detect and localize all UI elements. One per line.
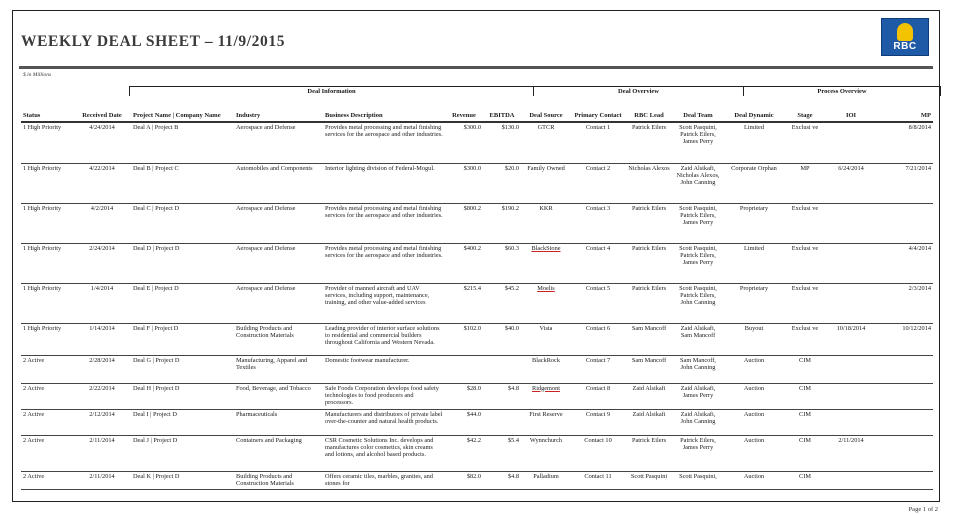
table-row — [21, 323, 933, 355]
cell-ebitda: $4.8 — [483, 383, 521, 409]
col-received: Received Date — [73, 101, 131, 122]
cell-description: Provider of manned aircraft and UAV services, including support, maintenance, training, and other value-added services — [323, 283, 445, 323]
cell-status: 1 High Priority — [21, 243, 73, 283]
cell-ioi — [825, 283, 877, 323]
col-status: Status — [21, 101, 73, 122]
cell-revenue: $28.0 — [445, 383, 483, 409]
cell-project: Deal C | Project D — [131, 203, 234, 243]
table-row — [21, 435, 933, 471]
cell-revenue: $300.0 — [445, 122, 483, 163]
cell-revenue: $800.2 — [445, 203, 483, 243]
cell-source: Family Owned — [521, 163, 571, 203]
cell-stage: CIM — [785, 383, 825, 409]
cell-description: CSR Cosmetic Solutions Inc. develops and manufactures color cosmetics, skin creams and lotions, and alcohol based products. — [323, 435, 445, 471]
units-note: $ in Millions — [23, 72, 52, 78]
cell-revenue: $102.0 — [445, 323, 483, 355]
cell-project: Deal E | Project D — [131, 283, 234, 323]
cell-revenue — [445, 355, 483, 383]
cell-description: Manufacturers and distributors of private label over-the-counter and natural health products. — [323, 409, 445, 435]
cell-received: 2/24/2014 — [73, 243, 131, 283]
deals-table-body — [21, 122, 933, 489]
cell-mp: 2/3/2014 — [877, 283, 933, 323]
cell-revenue: $82.0 — [445, 471, 483, 489]
cell-received: 2/11/2014 — [73, 471, 131, 489]
table-row — [21, 355, 933, 383]
cell-stage: MP — [785, 163, 825, 203]
cell-dynamic: Limited — [723, 243, 785, 283]
cell-mp: 10/12/2014 — [877, 323, 933, 355]
cell-revenue: $44.0 — [445, 409, 483, 435]
cell-status: 1 High Priority — [21, 323, 73, 355]
cell-ioi — [825, 383, 877, 409]
cell-lead: Patrick Eilers — [625, 203, 673, 243]
cell-contact: Contact 1 — [571, 122, 625, 163]
page-title: WEEKLY DEAL SHEET – 11/9/2015 — [21, 33, 286, 50]
cell-industry: Building Products and Construction Materials — [234, 323, 323, 355]
cell-stage: Exclusi ve — [785, 122, 825, 163]
cell-source: First Reserve — [521, 409, 571, 435]
group-deal-overview: Deal Overview — [533, 86, 744, 96]
cell-stage: Exclusi ve — [785, 203, 825, 243]
cell-source: Moelis — [521, 283, 571, 323]
cell-contact: Contact 5 — [571, 283, 625, 323]
cell-ebitda: $20.0 — [483, 163, 521, 203]
cell-mp — [877, 355, 933, 383]
cell-ioi — [825, 243, 877, 283]
cell-status: 1 High Priority — [21, 122, 73, 163]
cell-project: Deal J | Project D — [131, 435, 234, 471]
cell-mp: 4/4/2014 — [877, 243, 933, 283]
cell-contact: Contact 11 — [571, 471, 625, 489]
table-row — [21, 122, 933, 163]
cell-ioi — [825, 355, 877, 383]
cell-industry: Pharmaceuticals — [234, 409, 323, 435]
group-process-overview: Process Overview — [743, 86, 941, 96]
cell-received: 1/4/2014 — [73, 283, 131, 323]
cell-lead: Patrick Eilers — [625, 122, 673, 163]
cell-status: 1 High Priority — [21, 203, 73, 243]
logo-text: RBC — [893, 41, 917, 52]
cell-ioi — [825, 203, 877, 243]
cell-received: 4/24/2014 — [73, 122, 131, 163]
table-row — [21, 383, 933, 409]
cell-source: BlackStone — [521, 243, 571, 283]
cell-stage: CIM — [785, 471, 825, 489]
cell-ebitda: $45.2 — [483, 283, 521, 323]
table-row — [21, 471, 933, 489]
cell-contact: Contact 3 — [571, 203, 625, 243]
rbc-logo — [881, 18, 929, 56]
cell-ioi — [825, 409, 877, 435]
cell-status: 1 High Priority — [21, 163, 73, 203]
cell-contact: Contact 10 — [571, 435, 625, 471]
cell-project: Deal D | Project D — [131, 243, 234, 283]
cell-dynamic: Proprietary — [723, 283, 785, 323]
cell-team: Scott Pasquini, Patrick Eilers, James Perry — [673, 203, 723, 243]
col-description: Business Description — [323, 101, 445, 122]
cell-ioi — [825, 471, 877, 489]
cell-description: Interior lighting division of Federal-Mogul. — [323, 163, 445, 203]
cell-industry: Containers and Packaging — [234, 435, 323, 471]
cell-stage: Exclusi ve — [785, 283, 825, 323]
cell-industry: Aerospace and Defense — [234, 283, 323, 323]
table-row — [21, 409, 933, 435]
cell-lead: Patrick Eilers — [625, 283, 673, 323]
cell-dynamic: Auction — [723, 383, 785, 409]
cell-received: 2/11/2014 — [73, 435, 131, 471]
cell-ioi: 6/24/2014 — [825, 163, 877, 203]
cell-stage: Exclusi ve — [785, 243, 825, 283]
cell-source: Palladium — [521, 471, 571, 489]
col-mp: MP — [877, 101, 933, 122]
cell-industry: Aerospace and Defense — [234, 122, 323, 163]
cell-stage: Exclusi ve — [785, 323, 825, 355]
cell-description: Safe Foods Corporation develops food safety technologies to food producers and processors. — [323, 383, 445, 409]
cell-project: Deal I | Project D — [131, 409, 234, 435]
group-deal-information: Deal Information — [129, 86, 534, 96]
cell-status: 2 Active — [21, 471, 73, 489]
cell-team: Scott Pasquini, — [673, 471, 723, 489]
cell-dynamic: Buyout — [723, 323, 785, 355]
cell-lead: Patrick Eilers — [625, 435, 673, 471]
cell-stage: CIM — [785, 409, 825, 435]
cell-status: 2 Active — [21, 355, 73, 383]
cell-stage: CIM — [785, 355, 825, 383]
cell-industry: Manufacturing, Apparel and Textiles — [234, 355, 323, 383]
cell-received: 4/2/2014 — [73, 203, 131, 243]
cell-industry: Automobiles and Components — [234, 163, 323, 203]
cell-ioi: 10/18/2014 — [825, 323, 877, 355]
cell-dynamic: Limited — [723, 122, 785, 163]
cell-revenue: $400.2 — [445, 243, 483, 283]
cell-lead: Sam Mancoff — [625, 323, 673, 355]
cell-source: GTCR — [521, 122, 571, 163]
cell-team: Scott Pasquini, Patrick Eilers, James Perry — [673, 243, 723, 283]
cell-revenue: $300.0 — [445, 163, 483, 203]
cell-contact: Contact 8 — [571, 383, 625, 409]
cell-ioi — [825, 122, 877, 163]
col-ioi: IOI — [825, 101, 877, 122]
cell-received: 2/28/2014 — [73, 355, 131, 383]
cell-revenue: $42.2 — [445, 435, 483, 471]
cell-status: 2 Active — [21, 409, 73, 435]
cell-team: Zaid Alsikafi, John Canning — [673, 409, 723, 435]
lion-shield-icon — [897, 23, 913, 41]
deals-table — [21, 101, 933, 490]
col-industry: Industry — [234, 101, 323, 122]
cell-source: Wynnchurch — [521, 435, 571, 471]
cell-lead: Zaid Alsikafi — [625, 383, 673, 409]
cell-description: Provides metal processing and metal finishing services for the aerospace and other industries. — [323, 243, 445, 283]
cell-lead: Nicholas Alexos — [625, 163, 673, 203]
col-team: Deal Team — [673, 101, 723, 122]
cell-project: Deal A | Project B — [131, 122, 234, 163]
cell-contact: Contact 4 — [571, 243, 625, 283]
cell-source: Vista — [521, 323, 571, 355]
cell-dynamic: Auction — [723, 435, 785, 471]
cell-ioi: 2/11/2014 — [825, 435, 877, 471]
cell-received: 1/14/2014 — [73, 323, 131, 355]
cell-mp: 7/21/2014 — [877, 163, 933, 203]
cell-received: 4/22/2014 — [73, 163, 131, 203]
cell-lead: Zaid Alsikafi — [625, 409, 673, 435]
cell-dynamic: Auction — [723, 471, 785, 489]
cell-ebitda — [483, 355, 521, 383]
col-lead: RBC Lead — [625, 101, 673, 122]
cell-project: Deal B | Project C — [131, 163, 234, 203]
cell-stage: CIM — [785, 435, 825, 471]
cell-ebitda: $130.0 — [483, 122, 521, 163]
cell-contact: Contact 6 — [571, 323, 625, 355]
cell-project: Deal H | Project D — [131, 383, 234, 409]
cell-dynamic: Auction — [723, 355, 785, 383]
cell-mp — [877, 409, 933, 435]
table-row — [21, 163, 933, 203]
cell-contact: Contact 2 — [571, 163, 625, 203]
col-ebitda: EBITDA — [483, 101, 521, 122]
column-group-headers — [129, 86, 935, 96]
col-stage: Stage — [785, 101, 825, 122]
cell-description: Offers ceramic tiles, marbles, granites, and stones for — [323, 471, 445, 489]
cell-project: Deal F | Project D — [131, 323, 234, 355]
table-row — [21, 243, 933, 283]
cell-project: Deal G | Project D — [131, 355, 234, 383]
cell-ebitda: $60.3 — [483, 243, 521, 283]
table-row — [21, 203, 933, 243]
cell-source: BlackRock — [521, 355, 571, 383]
cell-team: Zaid Alsikafi, Nicholas Alexos, John Canning — [673, 163, 723, 203]
cell-description: Domestic footwear manufacturer. — [323, 355, 445, 383]
cell-ebitda: $190.2 — [483, 203, 521, 243]
deal-sheet-page — [12, 10, 940, 502]
cell-received: 2/22/2014 — [73, 383, 131, 409]
cell-dynamic: Auction — [723, 409, 785, 435]
cell-mp — [877, 383, 933, 409]
cell-team: Zaid Alsikafi, Sam Mancoff — [673, 323, 723, 355]
col-contact: Primary Contact — [571, 101, 625, 122]
cell-mp — [877, 435, 933, 471]
cell-industry: Aerospace and Defense — [234, 203, 323, 243]
cell-ebitda: $5.4 — [483, 435, 521, 471]
header-row — [21, 101, 933, 122]
cell-description: Provides metal processing and metal finishing services for the aerospace and other industries. — [323, 203, 445, 243]
cell-status: 2 Active — [21, 435, 73, 471]
table-row — [21, 283, 933, 323]
cell-lead: Patrick Eilers — [625, 243, 673, 283]
cell-industry: Food, Beverage, and Tobacco — [234, 383, 323, 409]
header-rule — [19, 66, 933, 69]
cell-team: Patrick Eilers, James Perry — [673, 435, 723, 471]
cell-status: 1 High Priority — [21, 283, 73, 323]
cell-status: 2 Active — [21, 383, 73, 409]
cell-description: Leading provider of interior surface solutions to residential and commercial builders throughout California and Western Nevada. — [323, 323, 445, 355]
cell-team: Sam Mancoff, John Canning — [673, 355, 723, 383]
cell-industry: Building Products and Construction Materials — [234, 471, 323, 489]
col-dynamic: Deal Dynamic — [723, 101, 785, 122]
col-project: Project Name | Company Name — [131, 101, 234, 122]
col-source: Deal Source — [521, 101, 571, 122]
cell-dynamic: Corporate Orphan — [723, 163, 785, 203]
cell-source: Ridgemont — [521, 383, 571, 409]
cell-source: KKR — [521, 203, 571, 243]
cell-industry: Aerospace and Defense — [234, 243, 323, 283]
cell-team: Zaid Alsikafi, James Perry — [673, 383, 723, 409]
cell-ebitda: $40.0 — [483, 323, 521, 355]
cell-mp — [877, 471, 933, 489]
cell-mp — [877, 203, 933, 243]
cell-received: 2/12/2014 — [73, 409, 131, 435]
cell-revenue: $215.4 — [445, 283, 483, 323]
cell-ebitda — [483, 409, 521, 435]
cell-lead: Sam Mancoff — [625, 355, 673, 383]
cell-team: Scott Pasquini, Patrick Eilers, James Perry — [673, 122, 723, 163]
cell-dynamic: Proprietary — [723, 203, 785, 243]
page-number: Page 1 of 2 — [908, 506, 938, 513]
cell-mp: 8/8/2014 — [877, 122, 933, 163]
cell-team: Scott Pasquini, Patrick Eilers, John Canning — [673, 283, 723, 323]
cell-contact: Contact 7 — [571, 355, 625, 383]
cell-ebitda: $4.8 — [483, 471, 521, 489]
cell-project: Deal K | Project D — [131, 471, 234, 489]
cell-contact: Contact 9 — [571, 409, 625, 435]
col-revenue: Revenue — [445, 101, 483, 122]
cell-lead: Scott Pasquini — [625, 471, 673, 489]
cell-description: Provides metal processing and metal finishing services for the aerospace and other industries. — [323, 122, 445, 163]
